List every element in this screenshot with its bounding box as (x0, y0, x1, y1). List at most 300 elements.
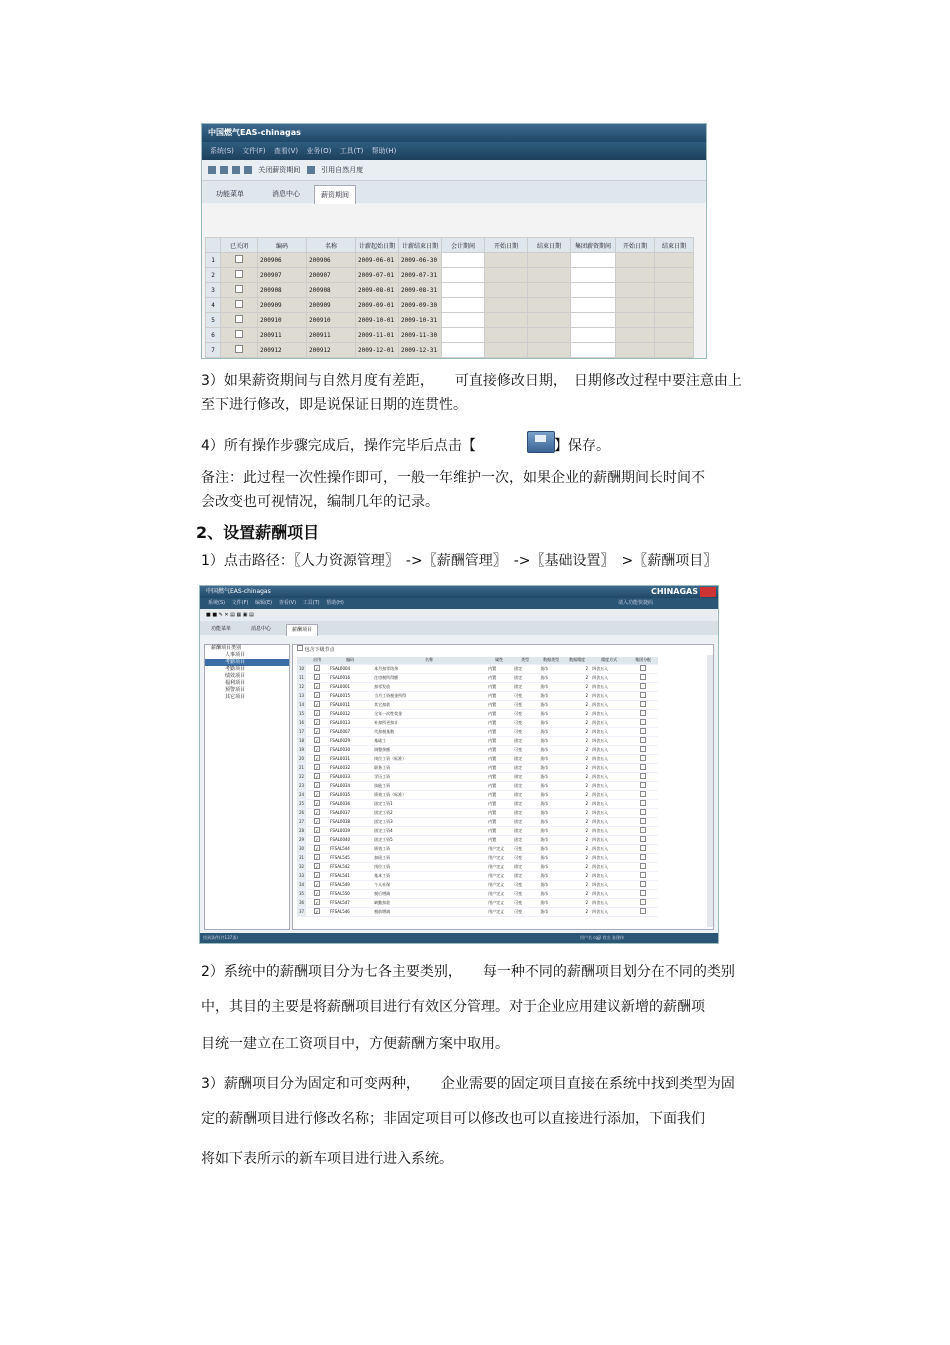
table-cell[interactable]: 200906 (258, 253, 307, 268)
table-cell[interactable] (655, 313, 694, 328)
checkbox[interactable] (640, 755, 646, 761)
closed-checkbox[interactable] (221, 298, 258, 313)
enabled-checkbox[interactable] (306, 700, 328, 709)
table-cell[interactable]: 2009-11-30 (399, 328, 442, 343)
menu-system[interactable]: 系统(S) (210, 147, 234, 155)
checkbox[interactable] (640, 890, 646, 896)
checkbox[interactable]: ✓ (315, 729, 319, 735)
group-checkbox[interactable] (628, 781, 658, 790)
checkbox[interactable]: ✓ (315, 891, 319, 897)
closed-checkbox[interactable] (221, 313, 258, 328)
checkbox[interactable]: ✓ (315, 819, 319, 825)
table-cell[interactable]: 2009-09-30 (399, 298, 442, 313)
table-cell: FSAL0001 (328, 682, 372, 691)
enabled-checkbox[interactable] (306, 682, 328, 691)
tab-message-center[interactable]: 消息中心 (272, 190, 300, 198)
table-cell[interactable] (655, 328, 694, 343)
closed-checkbox[interactable] (221, 343, 258, 358)
enabled-checkbox[interactable] (306, 907, 328, 916)
checkbox[interactable] (640, 827, 646, 833)
table-cell: FSAL0015 (328, 691, 372, 700)
enabled-checkbox[interactable] (306, 853, 328, 862)
table-cell[interactable]: 200908 (307, 283, 356, 298)
checkbox[interactable]: ✓ (315, 909, 319, 915)
edit-icon[interactable] (220, 166, 228, 174)
menu-business[interactable]: 业务(O) (306, 147, 332, 155)
table-cell[interactable]: 200910 (307, 313, 356, 328)
table-cell[interactable] (571, 298, 616, 313)
table-cell[interactable] (571, 343, 616, 358)
table-cell[interactable] (485, 283, 528, 298)
enabled-checkbox[interactable] (306, 763, 328, 772)
table-row[interactable] (297, 745, 658, 754)
enabled-checkbox[interactable] (306, 718, 328, 727)
menu-tools[interactable]: 工具(T) (302, 600, 320, 606)
table-cell: 22 (297, 772, 306, 781)
group-checkbox[interactable] (628, 871, 658, 880)
tree-item[interactable]: 福利项目 (225, 680, 246, 686)
table-row[interactable] (297, 736, 658, 745)
group-checkbox[interactable] (628, 682, 658, 691)
menu-file[interactable]: 文件(F) (242, 147, 266, 155)
group-checkbox[interactable] (628, 772, 658, 781)
enabled-checkbox[interactable] (306, 781, 328, 790)
checkbox[interactable] (640, 836, 646, 842)
table-cell[interactable]: 2009-10-31 (399, 313, 442, 328)
menu-view[interactable]: 查看(V) (278, 600, 297, 606)
menu-file[interactable]: 文件(F) (231, 600, 249, 606)
table-cell[interactable] (528, 283, 571, 298)
tab-function-menu[interactable]: 功能菜单 (216, 190, 244, 198)
reference-month-button[interactable]: 引用自然月度 (321, 166, 364, 174)
table-cell[interactable] (616, 313, 655, 328)
checkbox[interactable] (235, 255, 243, 263)
checkbox[interactable]: ✓ (315, 711, 319, 717)
checkbox[interactable] (640, 818, 646, 824)
checkbox[interactable]: ✓ (315, 747, 319, 753)
table-cell[interactable] (442, 253, 485, 268)
table-cell[interactable]: 2009-08-31 (399, 283, 442, 298)
table-cell[interactable]: 200909 (307, 298, 356, 313)
table-cell[interactable]: 2009-07-01 (356, 268, 399, 283)
table-cell: 个人社保 (372, 880, 486, 889)
closed-checkbox[interactable] (221, 328, 258, 343)
checkbox[interactable]: ✓ (315, 882, 319, 888)
checkbox[interactable]: ✓ (315, 792, 319, 798)
table-row[interactable] (206, 283, 694, 298)
checkbox[interactable] (640, 728, 646, 734)
table-cell[interactable] (528, 343, 571, 358)
table-cell[interactable] (528, 313, 571, 328)
enabled-checkbox[interactable] (306, 709, 328, 718)
enabled-checkbox[interactable] (306, 691, 328, 700)
table-cell[interactable] (442, 328, 485, 343)
checkbox[interactable] (640, 665, 646, 671)
group-checkbox[interactable] (628, 790, 658, 799)
group-checkbox[interactable] (628, 889, 658, 898)
table-row[interactable] (297, 709, 658, 718)
group-checkbox[interactable] (628, 799, 658, 808)
window-controls[interactable] (700, 587, 716, 597)
group-checkbox[interactable] (628, 844, 658, 853)
table-cell[interactable] (655, 343, 694, 358)
group-checkbox[interactable] (628, 880, 658, 889)
enabled-checkbox[interactable] (306, 754, 328, 763)
table-cell[interactable] (528, 253, 571, 268)
checkbox[interactable] (640, 782, 646, 788)
group-checkbox[interactable] (628, 826, 658, 835)
checkbox[interactable]: ✓ (315, 720, 319, 726)
refresh-icon[interactable] (244, 166, 252, 174)
table-row[interactable] (297, 853, 658, 862)
checkbox[interactable] (235, 315, 243, 323)
table-cell: 内置 (486, 664, 512, 673)
checkbox[interactable]: ✓ (315, 900, 319, 906)
checkbox[interactable] (640, 908, 646, 914)
menu-view[interactable]: 查看(V) (273, 147, 299, 155)
table-cell: FFSAL546 (328, 907, 372, 916)
enabled-checkbox[interactable] (306, 799, 328, 808)
table-cell[interactable]: 1 (206, 253, 221, 268)
table-row[interactable] (297, 871, 658, 880)
table-row[interactable] (206, 298, 694, 313)
checkbox[interactable] (640, 737, 646, 743)
checkbox[interactable] (640, 701, 646, 707)
table-cell: 固定 (512, 799, 538, 808)
table-cell: 固定 (512, 817, 538, 826)
menu-help[interactable]: 帮助(H) (326, 600, 344, 606)
group-checkbox[interactable] (628, 862, 658, 871)
table-row[interactable] (297, 808, 658, 817)
enabled-checkbox[interactable] (306, 673, 328, 682)
table-row[interactable] (297, 889, 658, 898)
group-checkbox[interactable] (628, 754, 658, 763)
col-start: 计薪起始日期 (356, 238, 399, 253)
table-row[interactable] (297, 718, 658, 727)
delete-icon[interactable] (232, 166, 240, 174)
table-cell[interactable] (655, 268, 694, 283)
checkbox[interactable] (235, 345, 243, 353)
quick-code-input[interactable]: 请入功能快捷码 (617, 600, 653, 606)
tree-root[interactable]: 薪酬项目类别 (211, 645, 242, 651)
checkbox[interactable] (640, 800, 646, 806)
window-title (200, 586, 718, 598)
table-cell[interactable]: 2009-06-01 (356, 253, 399, 268)
group-checkbox[interactable] (628, 673, 658, 682)
group-checkbox[interactable] (628, 907, 658, 916)
table-cell[interactable]: 2009-06-30 (399, 253, 442, 268)
menu-tools[interactable]: 工具(T) (339, 147, 364, 155)
table-row[interactable] (297, 691, 658, 700)
checkbox[interactable] (235, 285, 243, 293)
table-cell[interactable]: 200912 (258, 343, 307, 358)
tree-item[interactable]: 预警项目 (225, 687, 246, 693)
table-cell[interactable]: 5 (206, 313, 221, 328)
checkbox[interactable] (640, 791, 646, 797)
table-cell[interactable]: 200910 (258, 313, 307, 328)
tab-message-center[interactable]: 消息中心 (251, 626, 272, 632)
table-cell: 2 (564, 907, 590, 916)
table-cell[interactable] (485, 313, 528, 328)
save-icon[interactable] (208, 166, 216, 174)
group-checkbox[interactable] (628, 718, 658, 727)
table-cell[interactable] (616, 268, 655, 283)
enabled-checkbox[interactable] (306, 826, 328, 835)
table-row[interactable] (297, 673, 658, 682)
group-checkbox[interactable] (628, 853, 658, 862)
table-cell[interactable]: 2009-08-01 (356, 283, 399, 298)
table-cell[interactable] (485, 298, 528, 313)
enabled-checkbox[interactable] (306, 898, 328, 907)
table-row[interactable] (297, 754, 658, 763)
table-cell[interactable]: 2009-07-31 (399, 268, 442, 283)
enabled-checkbox[interactable] (306, 736, 328, 745)
checkbox[interactable] (640, 863, 646, 869)
group-checkbox[interactable] (628, 727, 658, 736)
checkbox[interactable] (640, 845, 646, 851)
table-cell[interactable] (442, 268, 485, 283)
table-row[interactable] (297, 844, 658, 853)
table-cell[interactable]: 2009-09-01 (356, 298, 399, 313)
group-checkbox[interactable] (628, 835, 658, 844)
table-cell: 四舍五入 (590, 871, 628, 880)
checkbox[interactable] (640, 854, 646, 860)
checkbox[interactable]: ✓ (315, 828, 319, 834)
table-cell[interactable] (571, 253, 616, 268)
table-cell[interactable] (571, 328, 616, 343)
table-cell[interactable]: 6 (206, 328, 221, 343)
group-checkbox[interactable] (628, 763, 658, 772)
table-cell[interactable] (571, 268, 616, 283)
table-row[interactable] (297, 781, 658, 790)
table-cell: 货币 (538, 799, 564, 808)
table-cell[interactable] (655, 253, 694, 268)
tab-salary-period[interactable]: 薪资期间 (314, 185, 356, 204)
tree-item[interactable]: 绩效项目 (225, 673, 246, 679)
group-checkbox[interactable] (628, 898, 658, 907)
enabled-checkbox[interactable] (306, 664, 328, 673)
table-cell[interactable]: 200906 (307, 253, 356, 268)
group-checkbox[interactable] (628, 808, 658, 817)
checkbox[interactable]: ✓ (315, 738, 319, 744)
table-row[interactable] (297, 763, 658, 772)
table-cell: 用户定义 (486, 880, 512, 889)
enabled-checkbox[interactable] (306, 745, 328, 754)
checkbox[interactable]: ✓ (315, 702, 319, 708)
checkbox[interactable]: ✓ (315, 783, 319, 789)
checkbox[interactable] (640, 773, 646, 779)
menu-help[interactable]: 帮助(H) (371, 147, 397, 155)
table-cell: FFSAL541 (328, 871, 372, 880)
table-row[interactable] (297, 682, 658, 691)
table-cell[interactable] (442, 343, 485, 358)
checkbox[interactable] (640, 674, 646, 680)
checkbox[interactable]: ✓ (315, 765, 319, 771)
table-row[interactable] (297, 772, 658, 781)
checkbox[interactable]: ✓ (315, 675, 319, 681)
checkbox[interactable]: ✓ (315, 810, 319, 816)
table-row[interactable] (297, 898, 658, 907)
table-row[interactable] (206, 253, 694, 268)
table-cell: FSAL0035 (328, 790, 372, 799)
checkbox[interactable] (640, 719, 646, 725)
group-checkbox[interactable] (628, 709, 658, 718)
include-child-checkbox[interactable] (293, 645, 713, 655)
checkbox[interactable]: ✓ (315, 864, 319, 870)
table-cell[interactable]: 3 (206, 283, 221, 298)
table-row[interactable] (206, 343, 694, 358)
group-checkbox[interactable] (628, 691, 658, 700)
table-cell: 货币 (538, 844, 564, 853)
tree-item[interactable]: 考勤项目 (205, 659, 289, 666)
table-row[interactable] (297, 826, 658, 835)
table-row[interactable] (297, 664, 658, 673)
table-cell[interactable] (442, 283, 485, 298)
enabled-checkbox[interactable] (306, 808, 328, 817)
table-cell[interactable]: 2009-11-01 (356, 328, 399, 343)
checkbox[interactable] (640, 683, 646, 689)
enabled-checkbox[interactable] (306, 871, 328, 880)
closed-checkbox[interactable] (221, 253, 258, 268)
table-cell[interactable]: 200907 (307, 268, 356, 283)
table-cell[interactable] (485, 253, 528, 268)
checkbox[interactable] (640, 746, 646, 752)
table-cell[interactable] (571, 313, 616, 328)
menu-system[interactable]: 系统(S) (208, 600, 226, 606)
col-code: 编码 (328, 657, 372, 664)
table-row[interactable] (297, 790, 658, 799)
table-cell: 内置 (486, 718, 512, 727)
table-cell[interactable] (485, 268, 528, 283)
checkbox[interactable]: ✓ (315, 693, 319, 699)
table-cell[interactable]: 7 (206, 343, 221, 358)
table-cell: 四舍五入 (590, 682, 628, 691)
enabled-checkbox[interactable] (306, 817, 328, 826)
menu-edit[interactable]: 编辑(E) (255, 600, 273, 606)
table-cell[interactable] (655, 298, 694, 313)
tree-item[interactable]: 人事项目 (225, 652, 246, 658)
table-cell: FSAL0013 (328, 718, 372, 727)
tree-item[interactable]: 其它项目 (225, 694, 246, 700)
save-icon (527, 431, 555, 453)
table-row[interactable] (297, 700, 658, 709)
table-cell[interactable]: 2009-12-01 (356, 343, 399, 358)
table-cell[interactable]: 2009-12-31 (399, 343, 442, 358)
enabled-checkbox[interactable] (306, 727, 328, 736)
table-cell[interactable]: 4 (206, 298, 221, 313)
checkbox[interactable] (640, 710, 646, 716)
group-checkbox[interactable] (628, 817, 658, 826)
table-cell[interactable] (616, 283, 655, 298)
enabled-checkbox[interactable] (306, 889, 328, 898)
table-row[interactable] (297, 817, 658, 826)
table-cell[interactable]: 200911 (307, 328, 356, 343)
group-checkbox[interactable] (628, 664, 658, 673)
table-cell[interactable]: 200911 (258, 328, 307, 343)
table-cell[interactable] (528, 268, 571, 283)
checkbox[interactable] (640, 764, 646, 770)
checkbox[interactable]: ✓ (315, 837, 319, 843)
checkbox[interactable]: ✓ (315, 774, 319, 780)
enabled-checkbox[interactable] (306, 835, 328, 844)
table-cell: 固定工资3 (372, 817, 486, 826)
closed-checkbox[interactable] (221, 268, 258, 283)
table-row[interactable] (297, 727, 658, 736)
checkbox[interactable]: ✓ (315, 801, 319, 807)
enabled-checkbox[interactable] (306, 862, 328, 871)
checkbox[interactable]: ✓ (315, 684, 319, 690)
table-cell[interactable] (528, 298, 571, 313)
table-cell[interactable] (485, 328, 528, 343)
table-cell[interactable]: 200908 (258, 283, 307, 298)
table-cell[interactable] (616, 343, 655, 358)
table-cell[interactable] (528, 328, 571, 343)
checkbox[interactable] (235, 300, 243, 308)
group-checkbox[interactable] (628, 700, 658, 709)
table-cell[interactable] (616, 328, 655, 343)
close-period-button[interactable]: 关闭薪资期间 (258, 166, 301, 174)
table-cell[interactable] (485, 343, 528, 358)
table-cell[interactable]: 200907 (258, 268, 307, 283)
tab-salary-items[interactable]: 薪酬项目 (286, 624, 318, 636)
checkbox[interactable]: ✓ (315, 666, 319, 672)
table-cell: 11 (297, 673, 306, 682)
table-cell[interactable] (616, 298, 655, 313)
group-checkbox[interactable] (628, 736, 658, 745)
checkbox[interactable]: ✓ (315, 855, 319, 861)
checkbox[interactable] (640, 899, 646, 905)
checkbox[interactable] (640, 692, 646, 698)
table-cell[interactable]: 200912 (307, 343, 356, 358)
checkbox[interactable] (235, 330, 243, 338)
table-row[interactable] (297, 880, 658, 889)
table-cell[interactable]: 2009-10-01 (356, 313, 399, 328)
table-row[interactable] (297, 862, 658, 871)
checkbox[interactable] (640, 881, 646, 887)
scrollbar[interactable] (707, 655, 713, 927)
table-cell[interactable] (442, 313, 485, 328)
table-row[interactable] (297, 799, 658, 808)
table-row[interactable] (206, 328, 694, 343)
closed-checkbox[interactable] (221, 283, 258, 298)
table-cell[interactable] (442, 298, 485, 313)
checkbox[interactable]: ✓ (315, 756, 319, 762)
group-checkbox[interactable] (628, 745, 658, 754)
enabled-checkbox[interactable] (306, 790, 328, 799)
tree-item[interactable]: 考勤项目 (225, 666, 246, 672)
table-cell[interactable] (655, 283, 694, 298)
table-cell[interactable] (616, 253, 655, 268)
checkbox[interactable]: ✓ (315, 846, 319, 852)
table-cell: 四舍五入 (590, 880, 628, 889)
checkbox[interactable] (235, 270, 243, 278)
table-row[interactable] (206, 313, 694, 328)
enabled-checkbox[interactable] (306, 772, 328, 781)
tab-function-menu[interactable]: 功能菜单 (211, 626, 232, 632)
table-cell[interactable] (571, 283, 616, 298)
table-cell[interactable]: 2 (206, 268, 221, 283)
table-cell[interactable]: 200909 (258, 298, 307, 313)
enabled-checkbox[interactable] (306, 844, 328, 853)
table-cell: 25 (297, 799, 306, 808)
table-row[interactable] (297, 835, 658, 844)
checkbox[interactable] (640, 809, 646, 815)
table-row[interactable] (297, 907, 658, 916)
enabled-checkbox[interactable] (306, 880, 328, 889)
checkbox[interactable]: ✓ (315, 873, 319, 879)
checkbox[interactable] (640, 872, 646, 878)
table-row[interactable] (206, 268, 694, 283)
